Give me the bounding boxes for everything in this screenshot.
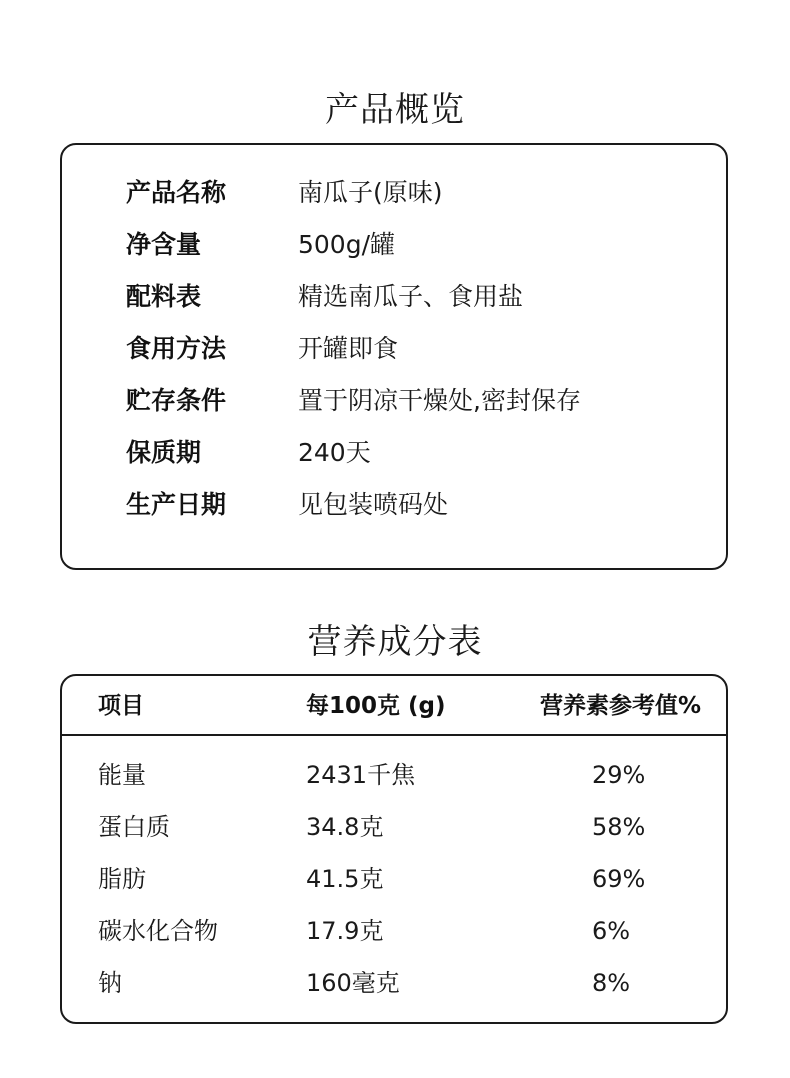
cell-item: 能量	[98, 761, 146, 789]
cell-item: 钠	[98, 969, 122, 997]
cell-item: 蛋白质	[98, 813, 170, 841]
cell-per-100g: 41.5克	[306, 865, 384, 893]
overview-row-ingredients	[62, 277, 726, 317]
nutrition-title: 营养成分表	[307, 622, 483, 662]
overview-row-product-name	[62, 173, 726, 213]
overview-label: 保质期	[126, 438, 202, 467]
table-row	[62, 807, 726, 847]
overview-row-usage	[62, 329, 726, 369]
overview-label: 产品名称	[126, 178, 227, 207]
overview-label: 贮存条件	[126, 386, 227, 415]
cell-per-100g: 34.8克	[306, 813, 384, 841]
header-nrv: 营养素参考值%	[540, 693, 702, 719]
overview-label: 净含量	[126, 230, 202, 259]
overview-label: 食用方法	[126, 334, 227, 363]
nutrition-table	[60, 674, 728, 1024]
overview-value: 500g/罐	[298, 230, 396, 259]
cell-per-100g: 2431千焦	[306, 761, 416, 789]
table-row	[62, 963, 726, 1003]
overview-panel	[60, 143, 728, 570]
nutrition-table-header	[62, 676, 726, 736]
cell-nrv: 6%	[592, 917, 631, 945]
overview-value: 精选南瓜子、食用盐	[298, 282, 524, 311]
table-row	[62, 911, 726, 951]
header-item: 项目	[98, 693, 144, 719]
overview-value: 240天	[298, 438, 371, 467]
overview-row-shelf-life	[62, 433, 726, 473]
header-per-100g: 每100克 (g)	[306, 693, 446, 719]
overview-title: 产品概览	[325, 90, 465, 130]
overview-label: 生产日期	[126, 490, 227, 519]
cell-per-100g: 17.9克	[306, 917, 384, 945]
overview-value: 置于阴凉干燥处,密封保存	[298, 386, 581, 415]
cell-per-100g: 160毫克	[306, 969, 400, 997]
cell-item: 碳水化合物	[98, 917, 218, 945]
cell-nrv: 8%	[592, 969, 631, 997]
table-row	[62, 859, 726, 899]
overview-value: 南瓜子(原味)	[298, 178, 443, 207]
cell-item: 脂肪	[98, 865, 146, 893]
overview-row-net-content	[62, 225, 726, 265]
overview-row-production-date	[62, 485, 726, 525]
cell-nrv: 69%	[592, 865, 646, 893]
cell-nrv: 29%	[592, 761, 646, 789]
overview-value: 开罐即食	[298, 334, 399, 363]
table-row	[62, 755, 726, 795]
overview-value: 见包装喷码处	[298, 490, 449, 519]
overview-row-storage	[62, 381, 726, 421]
cell-nrv: 58%	[592, 813, 646, 841]
overview-label: 配料表	[126, 282, 202, 311]
